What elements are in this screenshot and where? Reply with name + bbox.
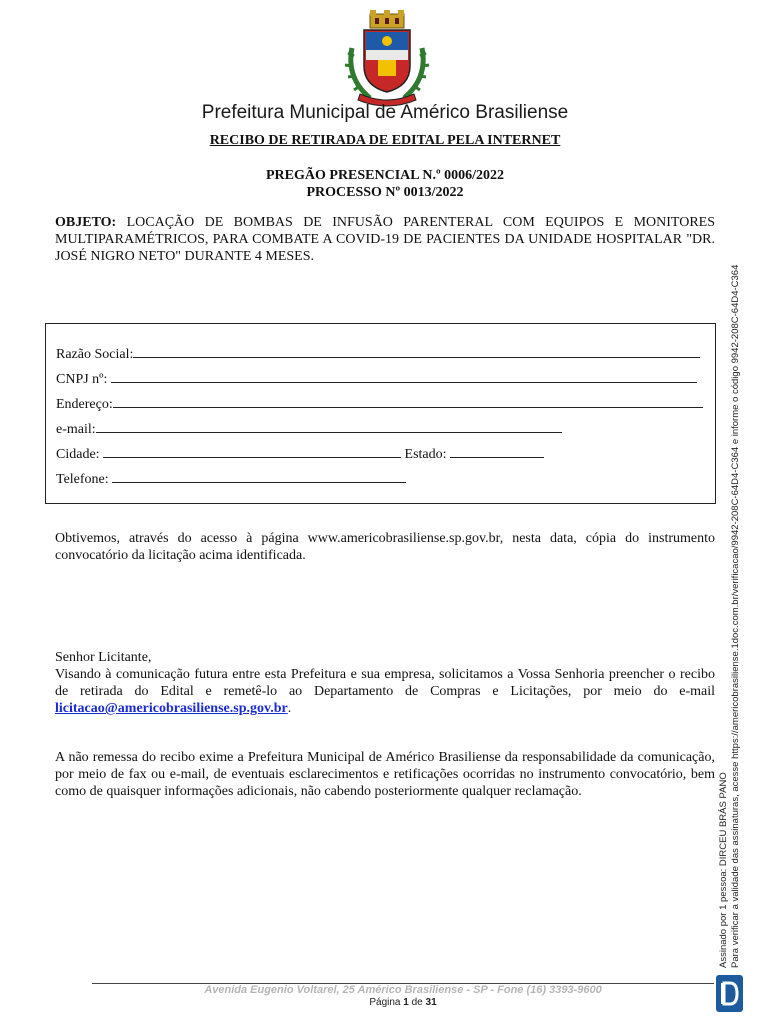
visando-paragraph (55, 666, 715, 717)
endereco-field[interactable] (113, 395, 703, 408)
company-data-form (45, 323, 716, 504)
organization-name: Prefeitura Municipal de Américo Brasiliense (201, 102, 569, 123)
page-current: 1 (403, 997, 409, 1008)
email-row (56, 420, 562, 438)
cidade-label: Cidade: (56, 447, 104, 462)
objeto-text: LOCAÇÃO DE BOMBAS DE INFUSÃO PARENTERAL COM EQUIPOS E MONITORES MULTIPARAMÉTRICOS, PARA COMBATE A COVID-19 DE PACIENTES DA UNIDADE HOSPITALAR "DR. JOSÉ NIGRO NETO" DURANTE 4 MESES. (55, 215, 715, 264)
procurement-ids (0, 167, 770, 201)
page-number (92, 997, 714, 1008)
verification-text: Para verificar a validade das assinaturas, acesse https://americobrasiliense.1doc.com.br/verificacao/9942-208C-64D4-C364 e informe o código 9942-208C-64D4-C364 (730, 264, 741, 968)
visando-text: Visando à comunicação futura entre esta Prefeitura e sua empresa, solicitamos a Vossa Senhoria preencher o recibo de retirada do Edital e remetê-lo ao Departamento de Compras e Licitações, por meio do e-mail (55, 667, 715, 699)
salutation: Senhor Licitante, (55, 650, 152, 665)
pregao-number: PREGÃO PRESENCIAL N.º 0006/2022 (266, 168, 504, 183)
cidade-estado-row (56, 445, 544, 463)
razao-social-label: Razão Social: (56, 347, 134, 362)
email-label: e-mail: (56, 422, 96, 437)
endereco-row (56, 395, 703, 413)
estado-field[interactable] (450, 445, 544, 458)
document-title: RECIBO DE RETIRADA DE EDITAL PELA INTERNET (209, 133, 561, 148)
obtivemos-paragraph: Obtivemos, através do acesso à página www.americobrasiliense.sp.gov.br, nesta data, cópia do instrumento convocatório da licitação acima identificada. (55, 531, 715, 563)
nao-remessa-paragraph: A não remessa do recibo exime a Prefeitura Municipal de Américo Brasiliense da responsabilidade da comunicação, por meio de fax ou e-mail, de eventuais esclarecimentos e retificações ocorridas no instrumento convocatório, bem como de quaisquer informações adicionais, não cabendo posteriormente qualquer reclamação. (55, 750, 715, 799)
processo-number: PROCESSO Nº 0013/2022 (306, 185, 464, 200)
razao-social-row (56, 345, 700, 363)
page-of: de (408, 997, 426, 1008)
cnpj-row (56, 370, 697, 388)
footer-address: Avenida Eugenio Voltarel, 25 Américo Brasiliense - SP - Fone (16) 3393-9600 (204, 984, 602, 996)
signed-by-text: Assinado por 1 pessoa: DIRCEU BRÁS PANO (718, 772, 729, 968)
1doc-logo-icon (716, 975, 743, 1012)
cidade-field[interactable] (103, 445, 401, 458)
cnpj-label: CNPJ nº: (56, 372, 111, 387)
digital-signature-stamp (718, 265, 742, 968)
cnpj-field[interactable] (111, 370, 697, 383)
estado-label: Estado: (401, 447, 451, 462)
telefone-field[interactable] (112, 470, 406, 483)
municipal-crest-icon (342, 8, 432, 108)
objeto-paragraph (55, 214, 715, 265)
endereco-label: Endereço: (56, 397, 113, 412)
page-total: 31 (425, 997, 437, 1008)
email-link[interactable]: licitacao@americobrasiliense.sp.gov.br (55, 701, 288, 716)
razao-social-field[interactable] (133, 345, 700, 358)
objeto-label: OBJETO: (55, 215, 117, 230)
visando-period: . (287, 701, 292, 716)
email-field[interactable] (96, 420, 562, 433)
telefone-row (56, 470, 406, 488)
telefone-label: Telefone: (56, 472, 113, 487)
page-label: Página (369, 997, 404, 1008)
